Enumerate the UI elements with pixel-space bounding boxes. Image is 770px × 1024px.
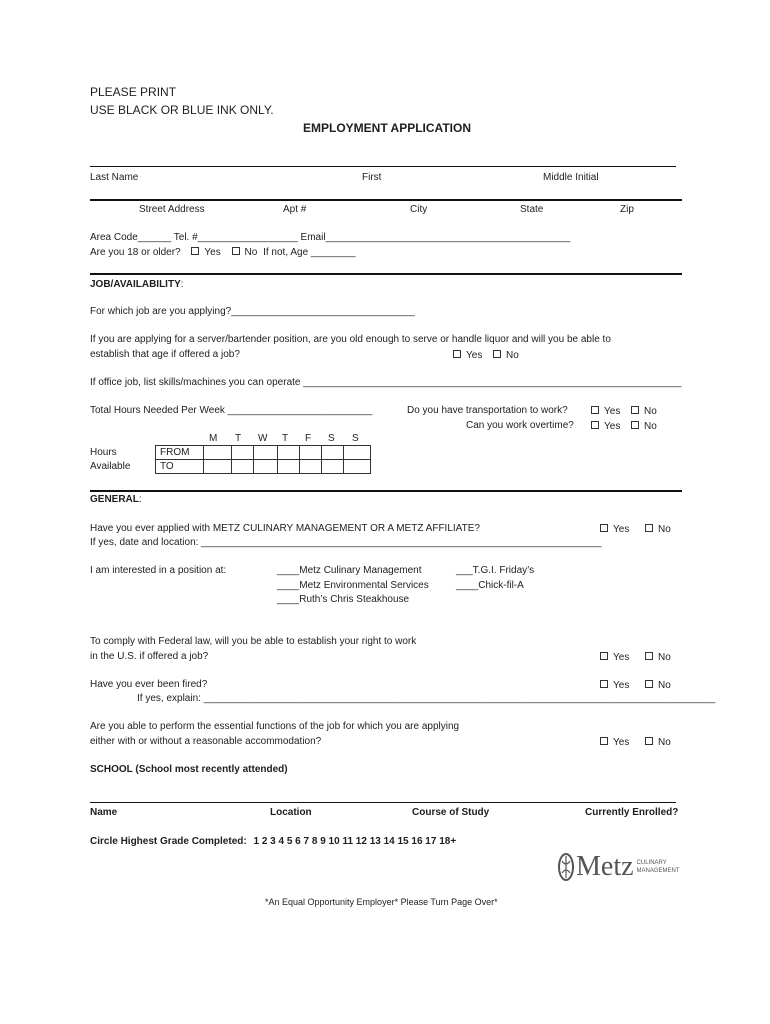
job-heading-text: JOB/AVAILABILITY <box>90 279 181 290</box>
footer-note: *An Equal Opportunity Employer* Please Turn Page Over* <box>265 897 498 907</box>
checkbox-icon <box>453 350 461 358</box>
hours-cell[interactable] <box>232 460 254 474</box>
overtime-question: Can you work overtime? <box>466 420 574 431</box>
day-monday: M <box>209 433 218 444</box>
city-label: City <box>410 204 428 215</box>
middle-initial-label: Middle Initial <box>543 172 599 183</box>
essential-no-option[interactable] <box>645 737 671 748</box>
federal-no-label: No <box>658 652 671 663</box>
fired-explain-field[interactable]: If yes, explain: ____________________________________________________________________________________________ <box>137 693 716 704</box>
state-label: State <box>520 204 544 215</box>
hours-cell[interactable] <box>278 460 300 474</box>
checkbox-icon <box>645 652 653 660</box>
applied-question: Have you ever applied with METZ CULINARY MANAGEMENT OR A METZ AFFILIATE? <box>90 523 480 534</box>
federal-yes-option[interactable] <box>600 652 629 663</box>
transport-no-option[interactable] <box>631 406 657 417</box>
day-saturday: S <box>328 433 335 444</box>
age-yes-label: Yes <box>204 247 221 258</box>
interested-label: I am interested in a position at: <box>90 565 227 576</box>
grade-options[interactable]: 1 2 3 4 5 6 7 8 9 10 11 12 13 14 15 16 17 18+ <box>253 836 457 847</box>
transportation-question: Do you have transportation to work? <box>407 405 568 416</box>
essential-yes-option[interactable] <box>600 737 629 748</box>
option-tgi-fridays[interactable]: ___T.G.I. Friday’s <box>456 565 535 576</box>
transport-yes-label: Yes <box>604 406 621 417</box>
age-question <box>90 247 355 258</box>
school-underline[interactable] <box>90 802 676 803</box>
which-job-field[interactable]: For which job are you applying?_________________________________ <box>90 306 415 317</box>
overtime-no-label: No <box>644 421 657 432</box>
overtime-yes-option[interactable] <box>591 421 620 432</box>
essential-no-label: No <box>658 737 671 748</box>
checkbox-icon <box>631 421 639 429</box>
checkbox-icon <box>591 406 599 414</box>
hours-cell[interactable] <box>322 460 344 474</box>
day-sunday: S <box>352 433 359 444</box>
essential-question-line1: Are you able to perform the essential functions of the job for which you are applying <box>90 721 460 732</box>
essential-yes-label: Yes <box>613 737 630 748</box>
job-heading-colon: : <box>180 279 184 290</box>
age-no-label: No <box>244 247 258 258</box>
day-wednesday: W <box>258 433 268 444</box>
school-section-heading: SCHOOL (School most recently attended) <box>90 764 288 775</box>
federal-question-line1: To comply with Federal law, will you be able to establish your right to work <box>90 636 417 647</box>
general-heading-text: GENERAL <box>90 494 139 505</box>
highest-grade-row <box>90 837 456 847</box>
hours-cell[interactable] <box>278 446 300 460</box>
transport-yes-option[interactable] <box>591 406 620 417</box>
server-no-label: No <box>506 350 519 361</box>
essential-question-line2: either with or without a reasonable accommodation? <box>90 736 322 747</box>
school-name-label: Name <box>90 807 118 818</box>
fired-no-label: No <box>658 680 671 691</box>
day-friday: F <box>305 433 312 444</box>
federal-no-option[interactable] <box>645 652 671 663</box>
checkbox-icon <box>631 406 639 414</box>
hours-cell[interactable] <box>322 446 344 460</box>
metz-logo-culinary: CULINARY <box>636 859 667 866</box>
last-name-label: Last Name <box>90 172 139 183</box>
hours-from-row <box>156 446 371 460</box>
print-instruction: PLEASE PRINT <box>90 85 177 99</box>
transport-no-label: No <box>644 406 657 417</box>
hours-cell[interactable] <box>300 460 322 474</box>
checkbox-icon <box>600 652 608 660</box>
option-ruths-chris[interactable]: ____Ruth’s Chris Steakhouse <box>277 594 410 605</box>
fired-question: Have you ever been fired? <box>90 679 208 690</box>
server-yes-label: Yes <box>466 350 483 361</box>
hours-availability-grid <box>155 445 371 474</box>
first-name-label: First <box>362 172 382 183</box>
hours-cell[interactable] <box>254 446 278 460</box>
day-tuesday: T <box>235 433 242 444</box>
hours-cell[interactable] <box>344 460 371 474</box>
apt-label: Apt # <box>283 204 307 215</box>
office-skills-field[interactable]: If office job, list skills/machines you can operate ____________________________________________________________________ <box>90 377 682 388</box>
contact-line[interactable]: Area Code______ Tel. #__________________ Email____________________________________________ <box>90 232 571 243</box>
checkbox-icon <box>493 350 501 358</box>
school-location-label: Location <box>270 807 312 818</box>
metz-logo-management: MANAGEMENT <box>636 868 680 874</box>
checkbox-icon <box>232 247 240 255</box>
name-underline[interactable] <box>90 166 676 167</box>
hours-cell[interactable] <box>232 446 254 460</box>
available-label: Available <box>90 461 131 472</box>
federal-yes-label: Yes <box>613 652 630 663</box>
applied-yes-label: Yes <box>613 524 630 535</box>
general-heading-colon: : <box>138 494 142 505</box>
hours-to-row <box>156 460 371 474</box>
ink-instruction: USE BLACK OR BLUE INK ONLY. <box>90 103 274 117</box>
fired-yes-label: Yes <box>613 680 630 691</box>
metz-logo-subtitle <box>637 859 680 876</box>
option-chick-fil-a[interactable]: ____Chick-fil-A <box>456 580 524 591</box>
applied-yes-option[interactable] <box>600 524 629 535</box>
age-question-label: Are you 18 or older? <box>90 247 181 258</box>
hours-cell[interactable] <box>204 446 232 460</box>
server-question-line2: establish that age if offered a job? <box>90 349 240 360</box>
hours-label: Hours <box>90 447 117 458</box>
age-yes-option[interactable] <box>191 247 220 258</box>
checkbox-icon <box>600 524 608 532</box>
checkbox-icon <box>600 680 608 688</box>
if-not-age[interactable]: If not, Age ________ <box>263 247 356 258</box>
course-of-study-label: Course of Study <box>412 807 490 818</box>
applied-no-option[interactable] <box>645 524 671 535</box>
server-question-line1: If you are applying for a server/bartender position, are you old enough to serve or handle liquor and will you be able to <box>90 334 611 345</box>
checkbox-icon <box>645 737 653 745</box>
checkbox-icon <box>591 421 599 429</box>
metz-logo-mark-icon <box>558 852 574 882</box>
applied-no-label: No <box>658 524 671 535</box>
highest-grade-label: Circle Highest Grade Completed: <box>90 836 247 847</box>
street-address-label: Street Address <box>139 204 205 215</box>
option-metz-environmental[interactable]: ____Metz Environmental Services <box>277 580 429 591</box>
checkbox-icon <box>645 680 653 688</box>
fired-yes-option[interactable] <box>600 680 629 691</box>
overtime-no-option[interactable] <box>631 421 657 432</box>
metz-logo <box>558 852 680 882</box>
address-divider[interactable] <box>90 199 682 201</box>
age-no-option[interactable] <box>232 247 258 258</box>
general-section-divider <box>90 490 682 492</box>
checkbox-icon <box>645 524 653 532</box>
server-no-option[interactable] <box>493 350 519 361</box>
checkbox-icon <box>600 737 608 745</box>
federal-question-line2: in the U.S. if offered a job? <box>90 651 209 662</box>
fired-no-option[interactable] <box>645 680 671 691</box>
page-title: EMPLOYMENT APPLICATION <box>303 121 471 135</box>
metz-logo-word: Metz <box>576 851 634 882</box>
total-hours-field[interactable]: Total Hours Needed Per Week __________________________ <box>90 405 373 416</box>
to-label: TO <box>156 460 204 474</box>
zip-label: Zip <box>620 204 634 215</box>
hours-cell[interactable] <box>344 446 371 460</box>
overtime-yes-label: Yes <box>604 421 621 432</box>
job-section-heading <box>90 280 184 290</box>
general-section-heading <box>90 495 142 505</box>
server-yes-option[interactable] <box>453 350 482 361</box>
currently-enrolled-label: Currently Enrolled? <box>585 807 679 818</box>
hours-cell[interactable] <box>300 446 322 460</box>
hours-cell[interactable] <box>204 460 232 474</box>
day-thursday: T <box>282 433 289 444</box>
hours-cell[interactable] <box>254 460 278 474</box>
date-location-field[interactable]: If yes, date and location: ________________________________________________________________________ <box>90 537 602 548</box>
option-metz-culinary[interactable]: ____Metz Culinary Management <box>277 565 422 576</box>
job-section-divider <box>90 273 682 275</box>
checkbox-icon <box>191 247 199 255</box>
from-label: FROM <box>156 446 204 460</box>
